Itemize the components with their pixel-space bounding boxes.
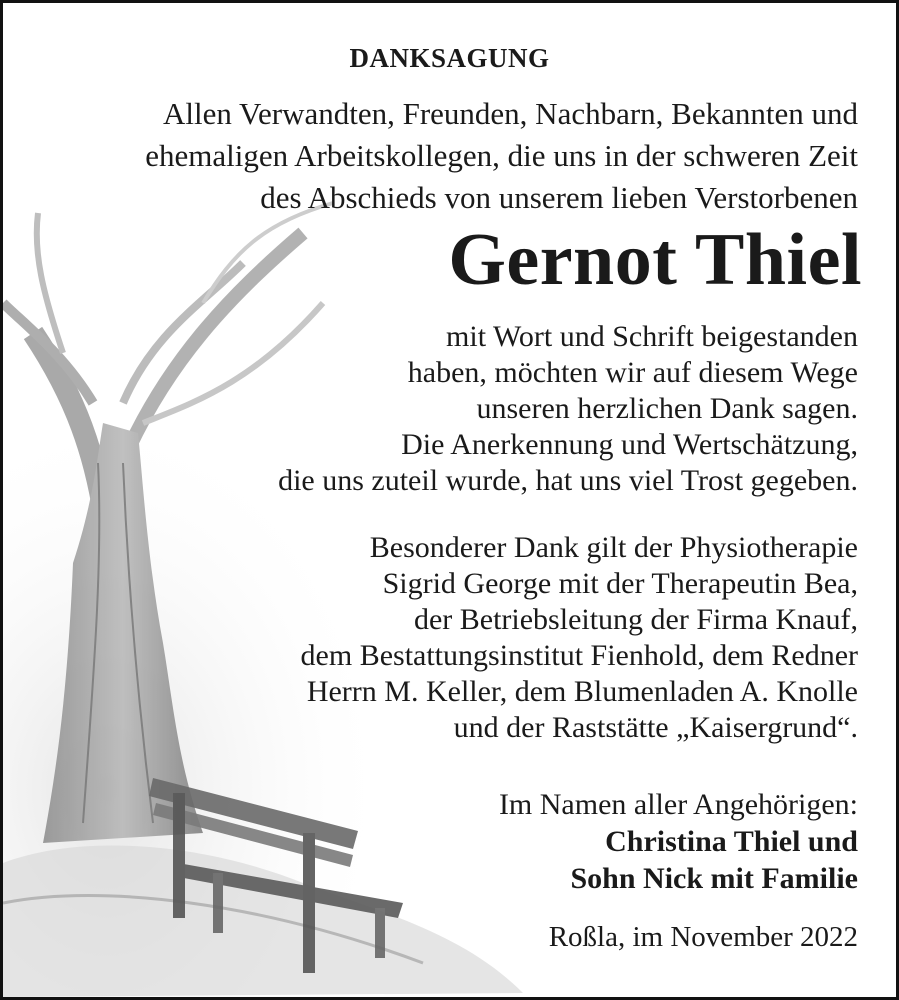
special-line: und der Raststätte „Kaisergrund“. [453, 711, 858, 744]
special-thanks-text [301, 530, 858, 746]
intro-line: des Abschieds von unserem lieben Verstorbenen [260, 180, 858, 215]
thanks-text [278, 319, 858, 499]
intro-line: Allen Verwandten, Freunden, Nachbarn, Bekannten und [162, 96, 858, 131]
thanks-line: die uns zuteil wurde, hat uns viel Trost gegeben. [278, 464, 858, 497]
place-date: Roßla, im November 2022 [548, 921, 858, 953]
thanks-line: haben, möchten wir auf diesem Wege [407, 356, 858, 389]
special-line: Besonderer Dank gilt der Physiotherapie [369, 531, 858, 564]
deceased-name: Gernot Thiel [448, 219, 862, 301]
special-line: Herrn M. Keller, dem Blumenladen A. Knolle [306, 675, 858, 708]
signature-line: Christina Thiel und [605, 825, 858, 858]
signature-line: Sohn Nick mit Familie [570, 862, 858, 895]
on-behalf-line: Im Namen aller Angehörigen: [498, 788, 858, 821]
thanks-line: unseren herzlichen Dank sagen. [476, 392, 858, 425]
intro-line: ehemaligen Arbeitskollegen, die uns in der schweren Zeit [145, 138, 858, 173]
special-line: Sigrid George mit der Therapeutin Bea, [382, 567, 858, 600]
intro-text [38, 93, 858, 219]
special-line: der Betriebsleitung der Firma Knauf, [413, 603, 858, 636]
signature-block [499, 787, 858, 897]
thanks-line: Die Anerkennung und Wertschätzung, [401, 428, 858, 461]
notice-heading: DANKSAGUNG [349, 43, 550, 73]
special-line: dem Bestattungsinstitut Fienhold, dem Redner [300, 639, 858, 672]
thanks-line: mit Wort und Schrift beigestanden [446, 320, 858, 353]
